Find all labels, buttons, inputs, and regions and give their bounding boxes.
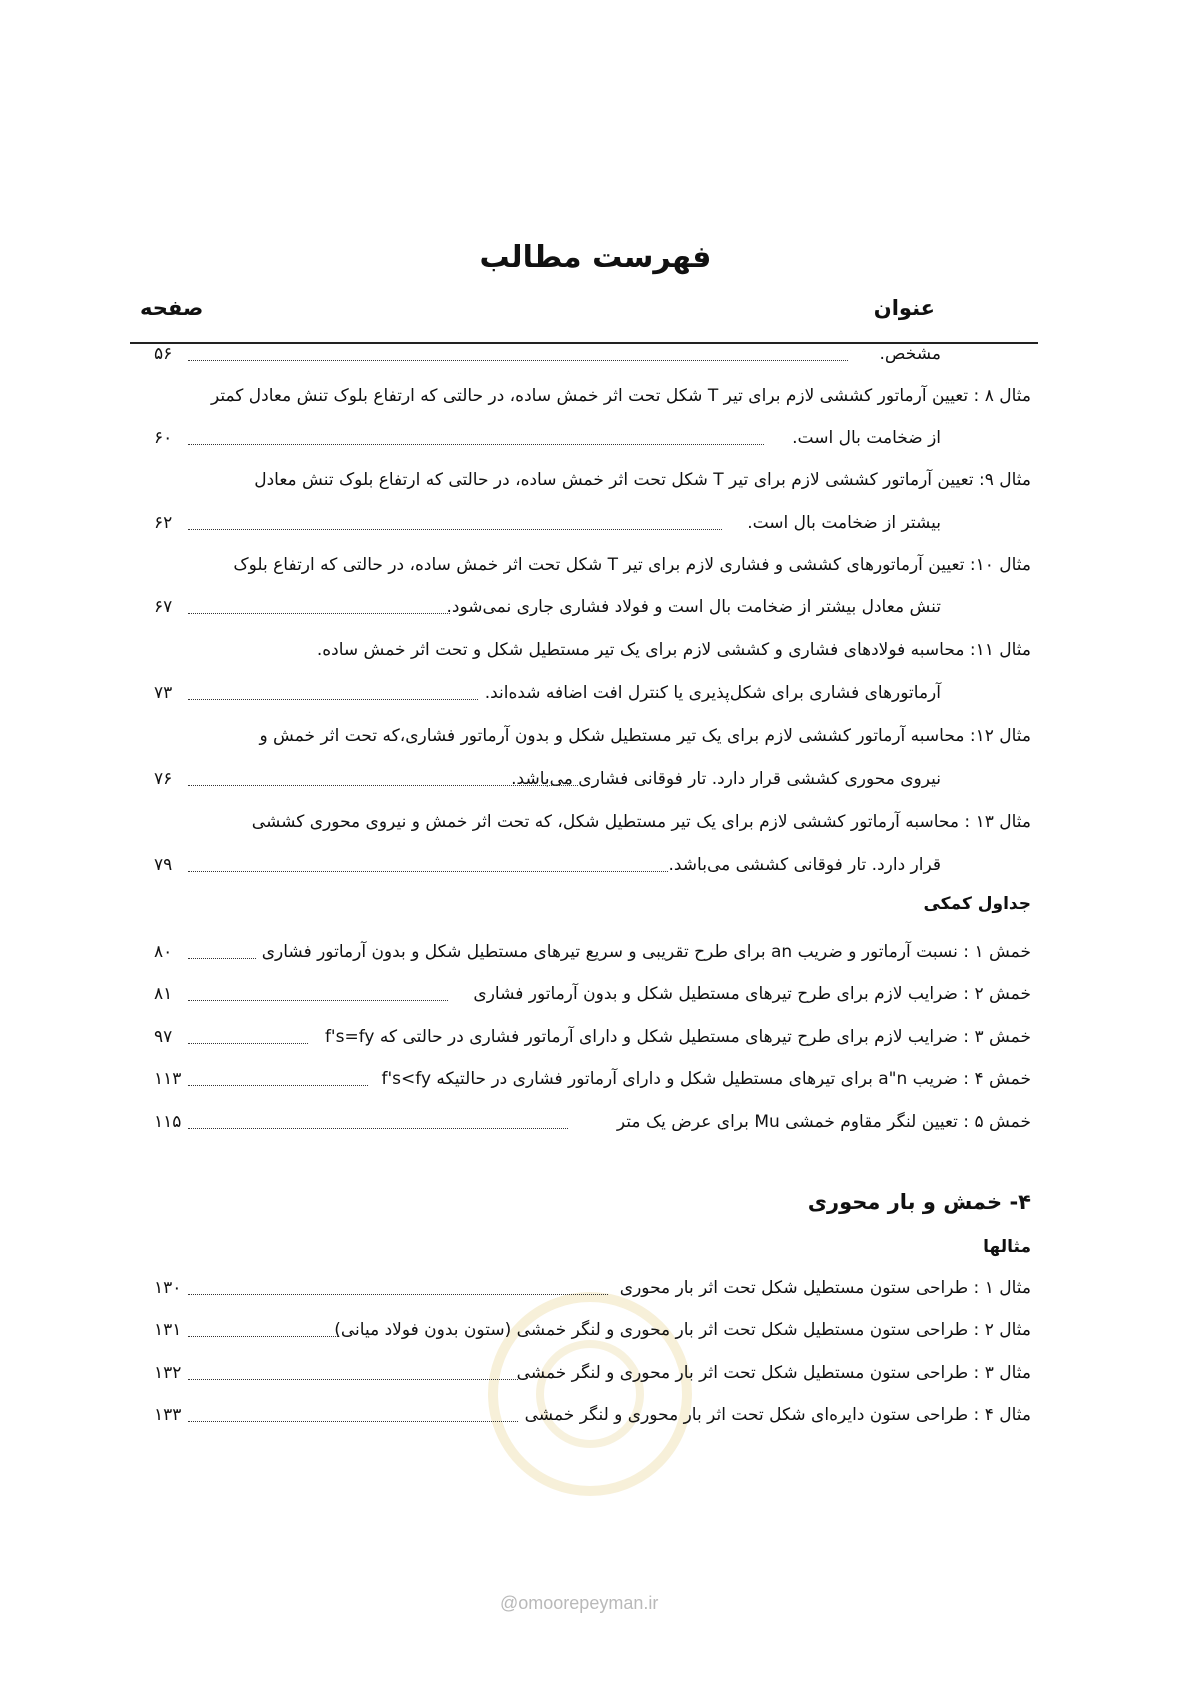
toc-line <box>154 848 1031 882</box>
toc-page-number: ۹۷ <box>154 1027 173 1047</box>
toc-line-text: مثال ۲ : طراحی ستون مستطیل شکل تحت اثر بار محوری و لنگر خمشی (ستون بدون فولاد میانی) <box>334 1320 1031 1340</box>
toc-page-number: ۱۳۳ <box>154 1405 182 1425</box>
toc-page-number: ۸۱ <box>154 984 173 1004</box>
toc-line-text: مثال ۱۲: محاسبه آرماتور کششی لازم برای یک تیر مستطیل شکل و بدون آرماتور فشاری،که تحت اثر خمش و <box>259 726 1031 746</box>
toc-page-number: ۶۰ <box>154 428 173 448</box>
toc-line-text: مثال ۹: تعیین آرماتور کششی لازم برای تیر T شکل تحت اثر خمش ساده، در حالتی که ارتفاع بلوک تنش معادل <box>254 470 1031 490</box>
toc-line-text: تنش معادل بیشتر از ضخامت بال است و فولاد فشاری جاری نمی‌شود. <box>446 597 941 617</box>
toc-page-number: ۱۱۵ <box>154 1112 182 1132</box>
dot-leader <box>188 1085 368 1086</box>
toc-line-text: بیشتر از ضخامت بال است. <box>747 513 941 533</box>
toc-line <box>154 935 1031 969</box>
toc-line <box>154 977 1031 1011</box>
toc-line <box>154 506 1031 540</box>
dot-leader <box>188 1128 568 1129</box>
toc-page-number: ۵۶ <box>154 344 173 364</box>
toc-line-text: آرماتورهای فشاری برای شکل‌پذیری یا کنترل افت اضافه شده‌اند. <box>484 683 941 703</box>
toc-page-number: ۱۳۱ <box>154 1320 182 1340</box>
dot-leader <box>188 958 256 959</box>
toc-line-text: مثال ۱۳ : محاسبه آرماتور کششی لازم برای یک تیر مستطیل شکل، که تحت اثر خمش و نیروی محوری کششی <box>251 812 1031 832</box>
toc-line-text: مثال ۴ : طراحی ستون دایره‌ای شکل تحت اثر بار محوری و لنگر خمشی <box>524 1405 1031 1425</box>
column-header-title: عنوان <box>873 296 935 320</box>
toc-line-text: خمش ۱ : نسبت آرماتور و ضریب an برای طرح تقریبی و سریع تیرهای مستطیل شکل و بدون آرماتور فشاری <box>261 942 1031 962</box>
dot-leader <box>188 1421 518 1422</box>
watermark-site-text: @omoorepeyman.ir <box>500 1593 659 1613</box>
toc-page-number: ۶۲ <box>154 513 173 533</box>
toc-line-text: مثال ۱۱: محاسبه فولادهای فشاری و کششی لازم برای یک تیر مستطیل شکل و تحت اثر خمش ساده. <box>316 640 1031 660</box>
toc-line-text: قرار دارد. تار فوقانی کششی می‌باشد. <box>668 855 941 875</box>
toc-line <box>160 633 1031 667</box>
dot-leader <box>188 1000 448 1001</box>
toc-page-number: ۷۶ <box>154 769 173 789</box>
dot-leader <box>188 444 764 445</box>
toc-page-number: ۱۱۳ <box>154 1069 182 1089</box>
page-title: فهرست مطالب <box>479 240 712 275</box>
toc-line-text: خمش ۲ : ضرایب لازم برای طرح تیرهای مستطیل شکل و بدون آرماتور فشاری <box>473 984 1031 1004</box>
dot-leader <box>188 360 848 361</box>
toc-line-text: مثال ۸ : تعیین آرماتور کششی لازم برای تیر T شکل تحت اثر خمش ساده، در حالتی که ارتفاع بلوک تنش معادل کمتر <box>210 386 1031 406</box>
toc-line-text: از ضخامت بال است. <box>792 428 941 448</box>
toc-line-text: خمش ۳ : ضرایب لازم برای طرح تیرهای مستطیل شکل و دارای آرماتور فشاری در حالتی که f's=fy <box>324 1027 1031 1047</box>
dot-leader <box>188 613 450 614</box>
toc-line <box>154 590 1031 624</box>
dot-leader <box>188 529 722 530</box>
chapter-heading: ۴- خمش و بار محوری <box>807 1190 1031 1214</box>
toc-page-number: ۷۳ <box>154 683 173 703</box>
toc-line <box>154 676 1031 710</box>
dot-leader <box>188 1336 338 1337</box>
dot-leader <box>188 1294 608 1295</box>
dot-leader <box>188 785 578 786</box>
toc-line-text: مثال ۱۰: تعیین آرماتورهای کششی و فشاری لازم برای تیر T شکل تحت اثر خمش ساده، در حالتی که ارتفاع بلوک <box>233 555 1031 575</box>
toc-line <box>160 463 1031 497</box>
toc-page-number: ۸۰ <box>154 942 173 962</box>
toc-line <box>160 379 1031 413</box>
toc-line <box>154 1105 1031 1139</box>
toc-line <box>154 762 1031 796</box>
toc-line-text: خمش ۵ : تعیین لنگر مقاوم خمشی Mu برای عرض یک متر <box>616 1112 1031 1132</box>
toc-page-number: ۶۷ <box>154 597 173 617</box>
toc-line-text: مشخص. <box>879 344 941 364</box>
toc-line-text: خمش ۴ : ضریب a"n برای تیرهای مستطیل شکل و دارای آرماتور فشاری در حالتیکه f's<fy <box>381 1069 1031 1089</box>
toc-line <box>154 337 1031 371</box>
dot-leader <box>188 1043 308 1044</box>
column-header-page: صفحه <box>140 296 204 320</box>
toc-line-text: مثال ۱ : طراحی ستون مستطیل شکل تحت اثر بار محوری <box>619 1278 1031 1298</box>
toc-line-text: نیروی محوری کششی قرار دارد. تار فوقانی فشاری می‌باشد. <box>511 769 941 789</box>
toc-line <box>160 719 1031 753</box>
toc-line <box>154 1020 1031 1054</box>
toc-line <box>154 1313 1031 1347</box>
dot-leader <box>188 1379 518 1380</box>
toc-page-number: ۱۳۲ <box>154 1363 182 1383</box>
toc-line-text: مثال ۳ : طراحی ستون مستطیل شکل تحت اثر بار محوری و لنگر خمشی <box>516 1363 1031 1383</box>
toc-line <box>160 805 1031 839</box>
section-heading-examples: مثالها <box>983 1237 1031 1257</box>
toc-line <box>154 1271 1031 1305</box>
toc-line <box>154 421 1031 455</box>
toc-line <box>160 548 1031 582</box>
dot-leader <box>188 871 668 872</box>
section-heading-tables: جداول کمکی <box>923 894 1031 914</box>
toc-line <box>154 1356 1031 1390</box>
toc-page-number: ۱۳۰ <box>154 1278 182 1298</box>
toc-line <box>154 1062 1031 1096</box>
dot-leader <box>188 699 478 700</box>
toc-line <box>154 1398 1031 1432</box>
toc-page-number: ۷۹ <box>154 855 173 875</box>
